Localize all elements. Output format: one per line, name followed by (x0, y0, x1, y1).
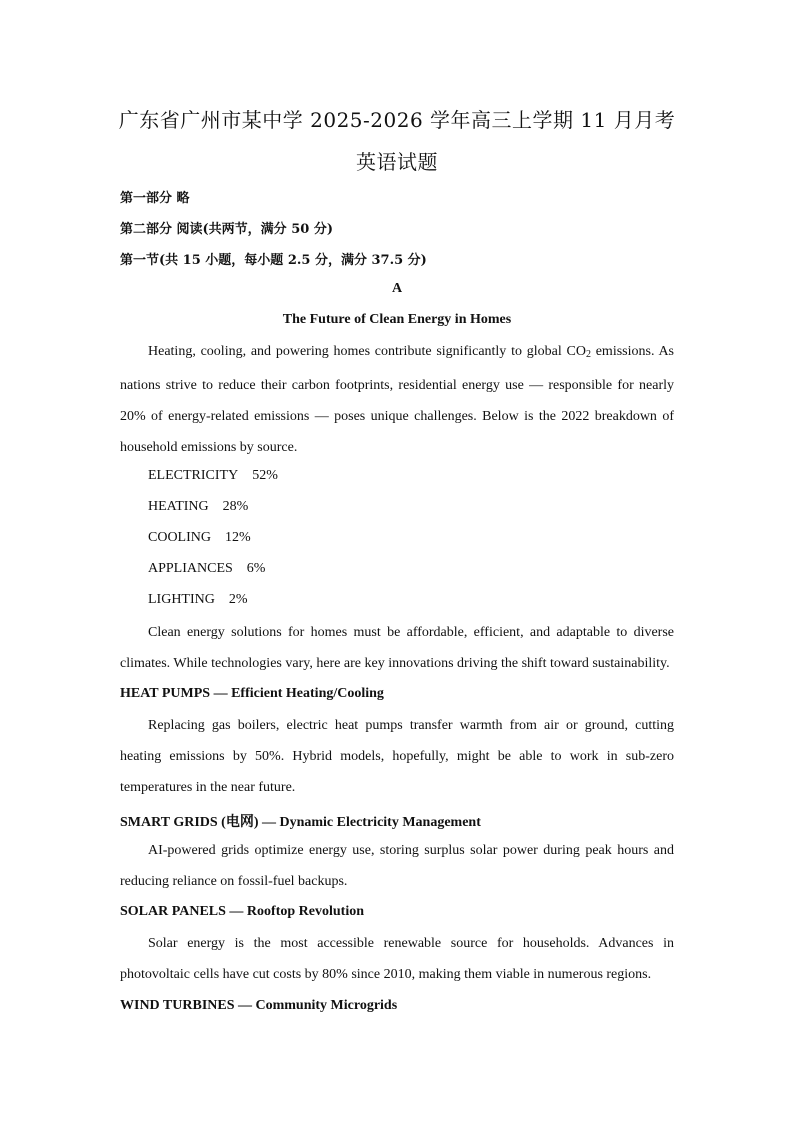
exam-subtitle: 英语试题 (356, 150, 438, 174)
passage-letter: A (391, 281, 403, 296)
breakdown-label: ELECTRICITY (148, 468, 239, 483)
breakdown-item (148, 530, 251, 546)
co2-subscript: 2 (585, 349, 591, 360)
breakdown-label: LIGHTING (148, 592, 215, 607)
breakdown-item (148, 561, 265, 577)
solutions-paragraph: Clean energy solutions for homes must be affordable, efficient, and adaptable to diverse climates. While technologies vary, here are key innovations driving the shift toward sustainability. (120, 625, 674, 671)
solar-panels-heading: SOLAR PANELS — Rooftop Revolution (120, 904, 364, 919)
exam-title: 广东省广州市某中学 2025-2026 学年高三上学期 11 月月考 (118, 108, 676, 132)
breakdown-value: 6% (246, 561, 266, 576)
heat-pumps-paragraph: Replacing gas boilers, electric heat pumps transfer warmth from air or ground, cutting heating emissions by 50%. Hybrid models, hopefully, might be able to work in sub-zero temperatures in the near future. (120, 718, 674, 795)
breakdown-value: 2% (228, 592, 248, 607)
wind-turbines-heading: WIND TURBINES — Community Microgrids (120, 998, 398, 1013)
part-one-label: 第一部分 略 (120, 191, 190, 206)
intro-text-a: Heating, cooling, and powering homes contribute significantly to global CO (148, 344, 586, 359)
breakdown-value: 12% (225, 530, 251, 545)
breakdown-label: APPLIANCES (148, 561, 233, 576)
breakdown-item (148, 468, 278, 484)
smart-grids-heading: SMART GRIDS (电网) — Dynamic Electricity Management (120, 815, 481, 830)
breakdown-item (148, 592, 248, 608)
breakdown-value: 52% (252, 468, 278, 483)
part-two-label: 第二部分 阅读(共两节，满分 50 分) (120, 222, 333, 237)
heat-pumps-heading: HEAT PUMPS — Efficient Heating/Cooling (120, 686, 384, 701)
breakdown-label: COOLING (148, 530, 211, 545)
smart-grids-paragraph: AI-powered grids optimize energy use, storing surplus solar power during peak hours and reducing reliance on fossil-fuel backups. (120, 843, 674, 889)
breakdown-value: 28% (222, 499, 249, 514)
section-one-label: 第一节(共 15 小题，每小题 2.5 分，满分 37.5 分) (120, 253, 427, 268)
passage-title: The Future of Clean Energy in Homes (282, 312, 512, 327)
solar-panels-paragraph: Solar energy is the most accessible renewable source for households. Advances in photovoltaic cells have cut costs by 80% since 2010, making them viable in numerous regions. (120, 936, 674, 982)
breakdown-label: HEATING (148, 499, 209, 514)
intro-paragraph (120, 336, 674, 463)
breakdown-item (148, 499, 248, 515)
intro-text-b: emissions. As nations strive to reduce their carbon footprints, residential energy use — responsible for nearly 20% of energy-related emissions — poses unique challenges. Below is the 2022 breakdown of household emissions by source. (120, 344, 675, 455)
